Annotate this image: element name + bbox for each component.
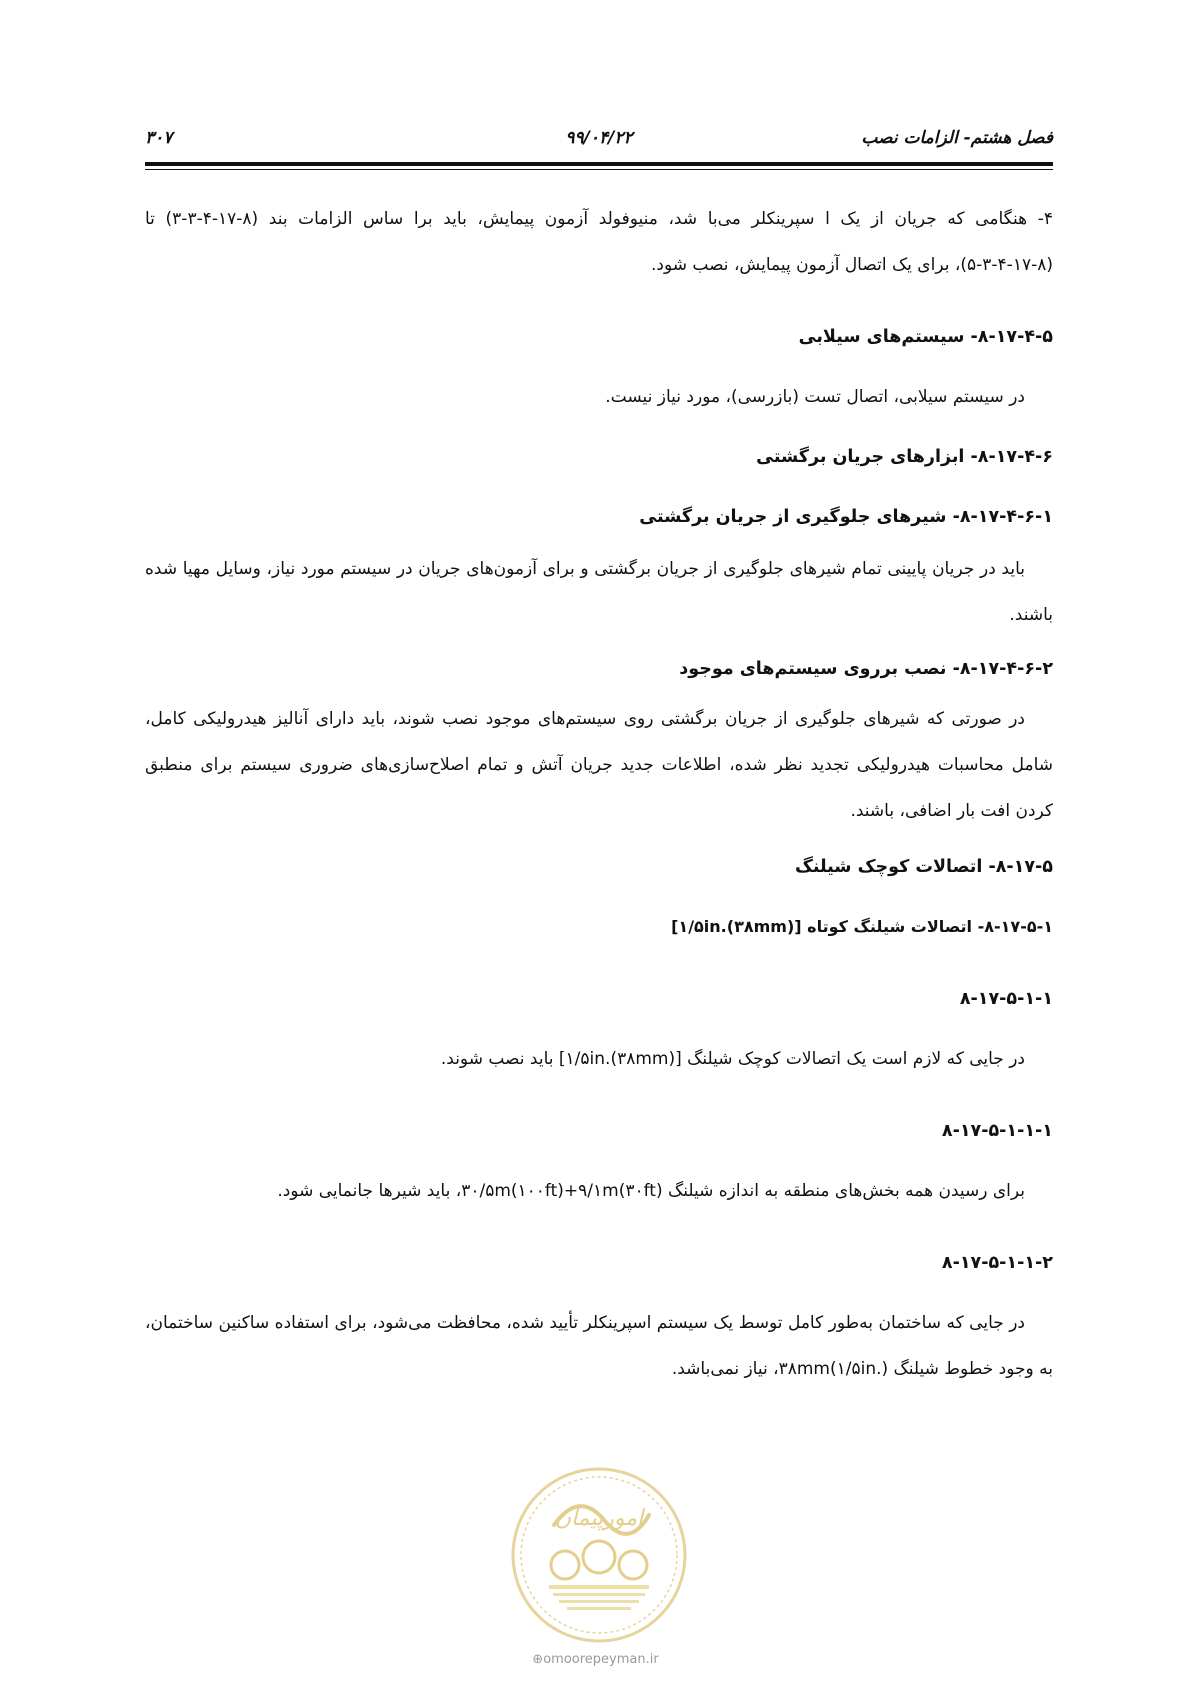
paragraph: در سیستم سیلابی، اتصال تست (بازرسی)، مورد نیاز نیست. xyxy=(605,387,1025,407)
section-heading: ۸-۱۷-۴-۶-۲- نصب برروی سیستم‌های موجود xyxy=(679,659,1053,679)
watermark-seal xyxy=(509,1465,689,1645)
paragraph: باید در جریان پایینی تمام شیرهای جلوگیری از جریان برگشتی و برای آزمون‌های جریان در سیستم مورد نیاز، وسایل مهیا شده باشند. xyxy=(145,559,1053,625)
list-item-paragraph: ۴- هنگامی که جریان از یک ا سپرینکلر می‌با شد، منیوفولد آزمون پیمایش، باید برا ساس الزامات بند (۸-۱۷-۴-۳-۳) تا (۸-۱۷-۴-۳-۵)، برای یک اتصال آزمون پیمایش، نصب شود. xyxy=(145,209,1053,275)
seal-lettering: امورپیمان xyxy=(554,1506,644,1531)
header-rule-thin xyxy=(145,169,1053,170)
section-heading: ۸-۱۷-۵- اتصالات کوچک شیلنگ xyxy=(794,857,1053,877)
watermark-url-text: omoorepeyman.ir xyxy=(543,1652,659,1667)
watermark-url xyxy=(0,1652,1191,1667)
revision-date: ۹۹/۰۴/۲۲ xyxy=(565,128,633,148)
section-heading: ۸-۱۷-۴-۶- ابزارهای جریان برگشتی xyxy=(756,447,1053,467)
chapter-title: فصل هشتم- الزامات نصب xyxy=(861,128,1053,148)
section-heading: ۸-۱۷-۴-۶-۱- شیرهای جلوگیری از جریان برگشتی xyxy=(639,507,1053,527)
section-heading: ۸-۱۷-۵-۱- اتصالات شیلنگ کوتاه [۱/۵in.(۳۸mm)] xyxy=(671,917,1053,936)
paragraph: در صورتی که شیرهای جلوگیری از جریان برگشتی روی سیستم‌های موجود نصب شوند، باید دارای آنالیز هیدرولیکی کامل، شامل محاسبات هیدرولیکی تجدید نظر شده، اطلاعات جدید جریان آتش و تمام اصلاح‌سازی‌های ضروری سیستم برای منطبق کردن افت بار اضافی، باشند. xyxy=(145,709,1053,821)
running-header xyxy=(145,128,1053,156)
header-rule-thick xyxy=(145,162,1053,166)
body-text xyxy=(145,196,1053,1392)
clause-number: ۸-۱۷-۵-۱-۱-۱ xyxy=(941,1121,1053,1141)
clause-number: ۸-۱۷-۵-۱-۱-۲ xyxy=(941,1253,1053,1273)
paragraph: برای رسیدن همه بخش‌های منطقه به اندازه شیلنگ ۳۰/۵m(۱۰۰ft)+۹/۱m(۳۰ft)، باید شیرها جانمایی شود. xyxy=(277,1181,1025,1201)
section-heading: ۸-۱۷-۴-۵- سیستم‌های سیلابی xyxy=(798,327,1053,347)
clause-number: ۸-۱۷-۵-۱-۱ xyxy=(959,989,1053,1009)
globe-icon: ⊕ xyxy=(532,1652,544,1667)
paragraph: در جایی که لازم است یک اتصالات کوچک شیلنگ [۱/۵in.(۳۸mm)] باید نصب شوند. xyxy=(440,1049,1025,1069)
paragraph: در جایی که ساختمان به‌طور کامل توسط یک سیستم اسپرینکلر تأیید شده، محافظت می‌شود، برای استفاده ساکنین ساختمان، به وجود خطوط شیلنگ ۳۸mm(۱/۵in.)، نیاز نمی‌باشد. xyxy=(145,1313,1053,1379)
page-number: ۳۰۷ xyxy=(145,128,173,148)
